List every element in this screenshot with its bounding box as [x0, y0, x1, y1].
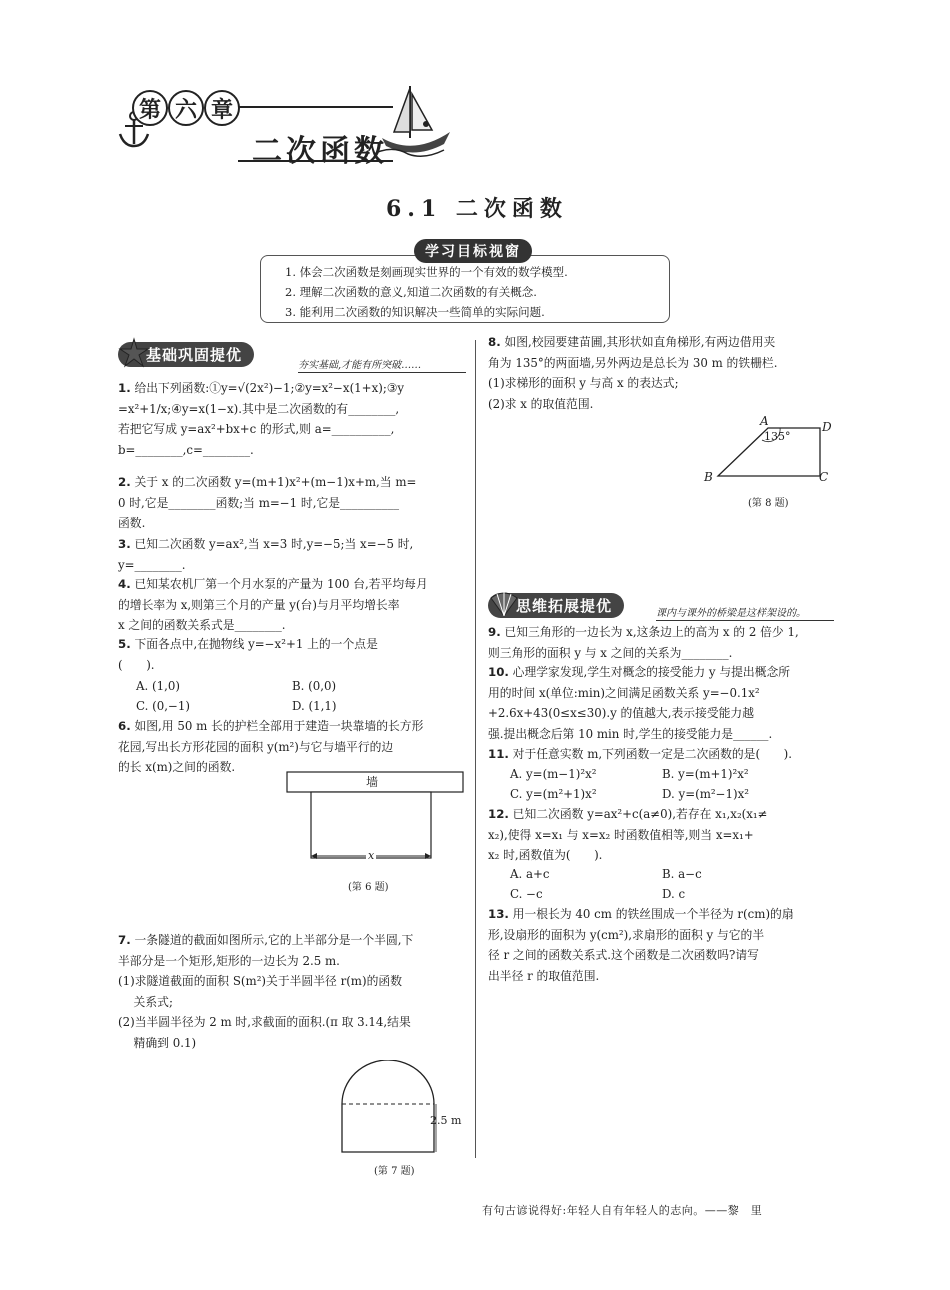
- shell-icon: [488, 588, 520, 620]
- q11-option-c: C. y=(m²+1)x²: [510, 787, 597, 801]
- extend-badge-label: 思维拓展提优: [488, 593, 624, 618]
- question-8: [488, 332, 834, 414]
- question-6: [118, 716, 466, 778]
- question-line: 如图,用 50 m 长的护栏全部用于建造一块靠墙的长方形: [134, 719, 424, 733]
- question-line: 0 时,它是________函数;当 m=−1 时,它是__________: [118, 495, 400, 510]
- question-line: 出半径 r 的取值范围.: [488, 968, 600, 983]
- question-line: 若把它写成 y=ax²+bx+c 的形式,则 a=__________,: [118, 422, 395, 436]
- question-line: +2.6x+43(0≤x≤30).y 的值越大,表示接受能力越: [488, 706, 755, 720]
- question-line: (2)当半圆半径为 2 m 时,求截面的面积.(π 取 3.14,结果: [118, 1015, 411, 1029]
- question-1: [118, 378, 466, 460]
- question-line: 半部分是一个矩形,矩形的一边长为 2.5 m.: [118, 953, 340, 968]
- goals-tag: 学习目标视窗: [414, 239, 532, 263]
- q11-option-d: D. y=(m²−1)x²: [662, 787, 749, 801]
- question-number: 3.: [118, 537, 131, 551]
- goal-item-1: 1. 体会二次函数是刻画现实世界的一个有效的数学模型.: [285, 265, 568, 279]
- q12-option-b: B. a−c: [662, 867, 702, 881]
- question-line: x₂ 时,函数值为( ).: [488, 848, 603, 862]
- question-line: 一条隧道的截面如图所示,它的上半部分是一个半圆,下: [134, 933, 414, 947]
- q12-option-c: C. −c: [510, 887, 543, 901]
- question-2: [118, 472, 466, 534]
- question-line: (2)求 x 的取值范围.: [488, 396, 594, 411]
- goal-item-3: 3. 能利用二次函数的知识解决一些简单的实际问题.: [285, 305, 545, 319]
- basic-badge-label: 基础巩固提优: [118, 342, 254, 367]
- q11-option-a: A. y=(m−1)²x²: [510, 767, 597, 781]
- question-line: x₂),使得 x=x₁ 与 x=x₂ 时函数值相等,则当 x=x₁+: [488, 827, 754, 842]
- question-number: 11.: [488, 747, 509, 761]
- question-number: 10.: [488, 665, 509, 679]
- question-line: 强.提出概念后第 10 min 时,学生的接受能力是______.: [488, 726, 773, 741]
- chapter-rule: [238, 106, 393, 108]
- question-line: 已知二次函数 y=ax²,当 x=3 时,y=−5;当 x=−5 时,: [134, 537, 414, 551]
- question-3: [118, 534, 466, 575]
- question-line: y=________.: [118, 557, 186, 572]
- chapter-char-1: 第: [132, 90, 168, 126]
- question-line: 下面各点中,在抛物线 y=−x²+1 上的一个点是: [134, 637, 378, 651]
- question-5: [118, 634, 466, 675]
- question-line: 已知三角形的一边长为 x,这条边上的高为 x 的 2 倍少 1,: [504, 625, 799, 639]
- question-line: (1)求梯形的面积 y 与高 x 的表达式;: [488, 376, 679, 390]
- question-line: 函数.: [118, 516, 146, 530]
- chapter-char-3: 章: [204, 90, 240, 126]
- question-line: 形,设扇形的面积为 y(cm²),求扇形的面积 y 与它的半: [488, 927, 765, 942]
- figure-7: [338, 1060, 438, 1156]
- figure-8-label-a: A: [760, 414, 769, 428]
- question-line: 关于 x 的二次函数 y=(m+1)x²+(m−1)x+m,当 m=: [134, 475, 417, 489]
- q5-option-c: C. (0,−1): [136, 699, 190, 713]
- question-number: 1.: [118, 381, 131, 395]
- chapter-char-2: 六: [168, 90, 204, 126]
- column-divider: [475, 340, 476, 1158]
- q5-option-b: B. (0,0): [292, 679, 337, 693]
- question-line: x 之间的函数关系式是________.: [118, 618, 286, 632]
- question-number: 4.: [118, 577, 131, 591]
- figure-8-label-d: D: [822, 420, 832, 434]
- figure-8-label-c: C: [819, 470, 829, 484]
- question-number: 13.: [488, 907, 509, 921]
- question-line: 径 r 之间的函数关系式.这个函数是二次函数吗?请写: [488, 948, 759, 962]
- figure-6-x-label: x: [368, 849, 375, 862]
- figure-7-caption: (第 7 题): [374, 1166, 415, 1177]
- extend-slogan: 课内与课外的桥梁是这样架设的。: [656, 604, 834, 621]
- chapter-title: 二次函数: [252, 134, 388, 169]
- figure-8-caption: (第 8 题): [748, 498, 789, 509]
- question-line: 角为 135°的两面墙,另外两边是总长为 30 m 的铁栅栏.: [488, 355, 778, 370]
- question-line: 心理学家发现,学生对概念的接受能力 y 与提出概念所: [512, 665, 791, 679]
- question-line: 则三角形的面积 y 与 x 之间的关系为________.: [488, 645, 733, 660]
- question-number: 12.: [488, 807, 509, 821]
- section-title: 6.1 二次函数: [386, 196, 568, 222]
- question-11: [488, 744, 834, 765]
- q11-option-b: B. y=(m+1)²x²: [662, 767, 749, 781]
- question-number: 7.: [118, 933, 131, 947]
- question-12: [488, 804, 834, 866]
- question-line: 精确到 0.1): [118, 1035, 197, 1050]
- q12-option-d: D. c: [662, 887, 686, 901]
- q5-option-d: D. (1,1): [292, 699, 337, 713]
- question-line: 关系式;: [118, 994, 173, 1009]
- question-number: 6.: [118, 719, 131, 733]
- page-footer-quote: 有句古谚说得好:年轻人自有年轻人的志向。——黎 里: [482, 1204, 763, 1217]
- q12-option-a: A. a+c: [510, 867, 550, 881]
- question-line: (1)求隧道截面的面积 S(m²)关于半圆半径 r(m)的函数: [118, 974, 402, 988]
- question-number: 5.: [118, 637, 131, 651]
- figure-8-label-b: B: [704, 470, 713, 484]
- question-line: 用的时间 x(单位:min)之间满足函数关系 y=−0.1x²: [488, 685, 760, 700]
- question-number: 9.: [488, 625, 501, 639]
- question-7: [118, 930, 466, 1053]
- starfish-icon: [118, 337, 150, 369]
- question-line: b=________,c=________.: [118, 442, 254, 457]
- question-number: 2.: [118, 475, 131, 489]
- figure-6-wall-label: 墙: [366, 775, 379, 789]
- question-10: [488, 662, 834, 744]
- question-number: 8.: [488, 335, 501, 349]
- q5-option-a: A. (1,0): [136, 679, 180, 693]
- goal-item-2: 2. 理解二次函数的意义,知道二次函数的有关概念.: [285, 285, 537, 299]
- figure-8-angle: 135°: [764, 430, 791, 443]
- question-4: [118, 574, 466, 636]
- question-line: 的增长率为 x,则第三个月的产量 y(台)与月平均增长率: [118, 597, 400, 612]
- question-line: 用一根长为 40 cm 的铁丝围成一个半径为 r(cm)的扇: [512, 907, 794, 921]
- basic-badge: [118, 341, 254, 367]
- question-line: 的长 x(m)之间的函数.: [118, 760, 236, 774]
- figure-7-dimension: 2.5 m: [430, 1114, 462, 1127]
- question-line: 花园,写出长方形花园的面积 y(m²)与它与墙平行的边: [118, 739, 394, 754]
- question-line: 给出下列函数:①y=√(2x²)−1;②y=x²−x(1+x);③y: [134, 381, 405, 395]
- question-line: 已知二次函数 y=ax²+c(a≠0),若存在 x₁,x₂(x₁≠: [512, 807, 768, 821]
- extend-badge: [488, 592, 624, 618]
- figure-6-caption: (第 6 题): [348, 882, 389, 893]
- basic-slogan: 夯实基础,才能有所突破……: [298, 356, 466, 373]
- question-line: 已知某农机厂第一个月水泵的产量为 100 台,若平均每月: [134, 577, 428, 591]
- question-line: =x²+1/x;④y=x(1−x).其中是二次函数的有________,: [118, 401, 400, 416]
- question-9: [488, 622, 834, 663]
- question-line: 对于任意实数 m,下列函数一定是二次函数的是( ).: [512, 747, 793, 761]
- question-13: [488, 904, 834, 986]
- question-line: ( ).: [118, 657, 155, 672]
- question-line: 如图,校园要建苗圃,其形状如直角梯形,有两边借用夹: [504, 335, 776, 349]
